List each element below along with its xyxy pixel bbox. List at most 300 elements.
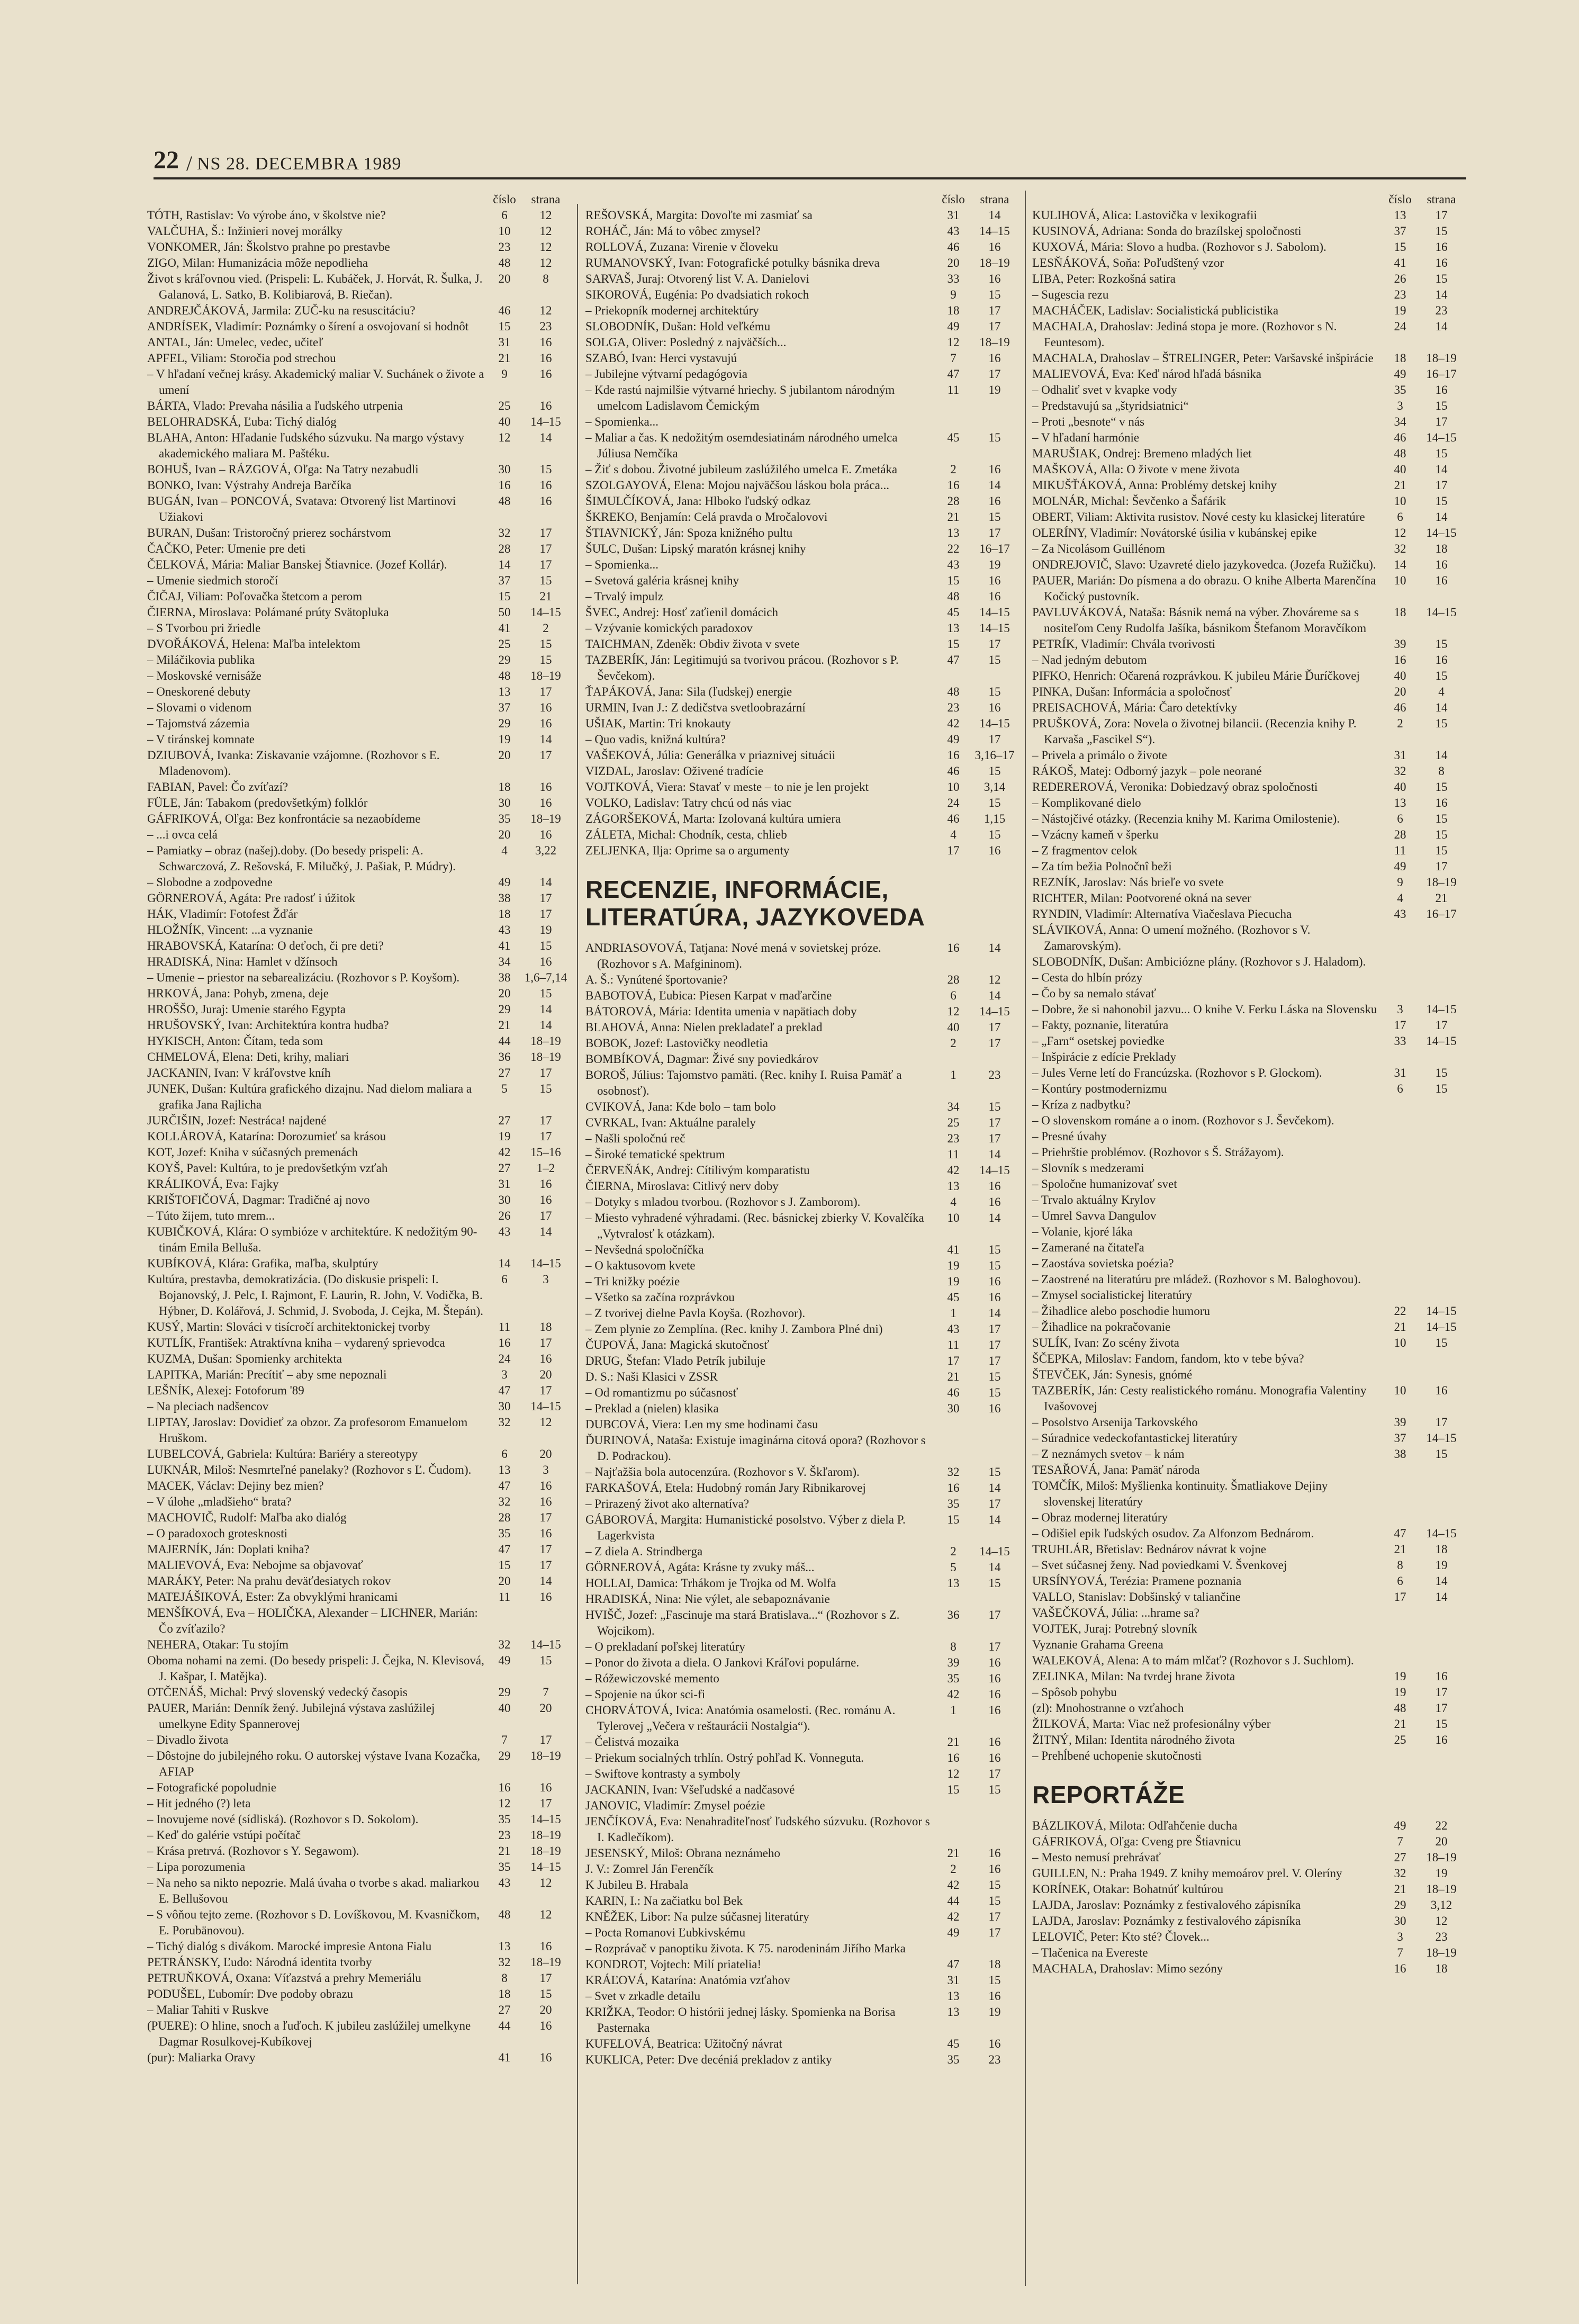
index-entry	[585, 1607, 1017, 1639]
page-number-ref: 17	[1435, 479, 1448, 492]
index-entry	[1032, 1415, 1464, 1430]
page-number-ref: 16	[539, 955, 552, 968]
page-number-ref: 16	[988, 1672, 1001, 1685]
issue-column-label: číslo	[1388, 193, 1412, 206]
page-number-ref: 15	[539, 637, 552, 651]
issue-number: 25	[947, 1116, 960, 1129]
entry-title: TAICHMAN, Zdeněk: Obdiv života v svete	[585, 637, 800, 651]
index-entry	[1032, 1866, 1464, 1881]
entry-title: – Posolstvo Arsenija Tarkovského	[1032, 1416, 1198, 1429]
entry-title: DVOŘÁKOVÁ, Helena: Maľba intelektom	[147, 637, 360, 651]
page-number-ref: 14–15	[530, 415, 561, 428]
index-entry	[585, 382, 1017, 414]
page-number-ref: 20	[539, 2003, 552, 2016]
page-number-ref: 15	[988, 510, 1001, 524]
issue-number: 6	[1397, 812, 1403, 825]
entry-title: ČIČAJ, Viliam: Poľovačka štetcom a perom	[147, 590, 363, 603]
entry-title: KUKLICA, Peter: Dve decéniá prekladov z antiky	[585, 2053, 832, 2066]
issue-number: 15	[498, 320, 511, 333]
issue-number: 49	[498, 1654, 511, 1667]
page-number-ref: 15	[988, 288, 1001, 301]
page-number-ref: 14–15	[1426, 526, 1457, 539]
entry-title: CVRKAL, Ivan: Aktuálne paralely	[585, 1116, 756, 1129]
entry-title: – Z diela A. Strindberga	[585, 1545, 703, 1558]
page-number-ref: 21	[1435, 891, 1448, 905]
index-entry	[147, 1954, 568, 1970]
page-number-ref: 14–15	[979, 1005, 1010, 1018]
issue-number: 20	[498, 749, 511, 762]
issue-number: 34	[1394, 415, 1406, 428]
index-entry	[1032, 319, 1464, 350]
entry-title: LEŠNÍK, Alexej: Fotoforum '89	[147, 1384, 304, 1397]
entry-title: – Žiť s dobou. Životné jubileum zaslúžilého umelca E. Zmetáka	[585, 463, 898, 476]
index-entry	[585, 1464, 1017, 1480]
index-entry	[585, 239, 1017, 255]
entry-title: A. Š.: Vynútené športovanie?	[585, 973, 728, 986]
issue-number: 4	[501, 844, 508, 857]
page-number-ref: 17	[539, 1971, 552, 1985]
issue-number: 21	[1394, 1882, 1406, 1896]
entry-title: REZNÍK, Jaroslav: Nás brieľe vo svete	[1032, 876, 1224, 889]
page-number-ref: 16	[988, 463, 1001, 476]
issue-number: 47	[498, 1479, 511, 1492]
entry-title: PINKA, Dušan: Informácia a spoločnosť	[1032, 685, 1232, 698]
page-number-ref: 17	[988, 304, 1001, 317]
index-entry	[147, 732, 568, 747]
index-entry	[1032, 1897, 1464, 1913]
page-number-ref: 16	[539, 828, 552, 841]
page-number-ref: 18–19	[530, 812, 561, 825]
page-number-ref: 15	[988, 1894, 1001, 1907]
entry-title: MATEJÁŠIKOVÁ, Ester: Za obvyklými hranicami	[147, 1590, 398, 1604]
entry-title: – Žihadlice na pokračovanie	[1032, 1320, 1171, 1334]
page-number-ref: 16–17	[1426, 367, 1457, 381]
issue-number: 4	[950, 828, 957, 841]
page-number-ref: 16	[988, 590, 1001, 603]
entry-title: – Lipa porozumenia	[147, 1860, 246, 1873]
index-entry	[585, 414, 1017, 430]
index-entry	[147, 239, 568, 255]
page-number-ref: 18–19	[1426, 1946, 1457, 1959]
page-number-ref: 18–19	[530, 1844, 561, 1858]
entry-title: KUTLÍK, František: Atraktívna kniha – vydarený sprievodca	[147, 1336, 445, 1349]
index-entry	[147, 335, 568, 350]
index-entry	[147, 1224, 568, 1256]
entry-title: BABOTOVÁ, Ľubica: Piesen Karpat v maďarčine	[585, 989, 832, 1002]
index-entry	[147, 1176, 568, 1192]
entry-title: – Dotyky s mladou tvorbou. (Rozhovor s J. Zamborom).	[585, 1195, 861, 1209]
page-number-ref: 14	[988, 1148, 1001, 1161]
page-number-ref: 14–15	[1426, 1527, 1457, 1540]
index-entry	[147, 1494, 568, 1510]
issue-number: 16	[498, 479, 511, 492]
issue-number: 49	[1394, 860, 1406, 873]
entry-title: ZELJENKA, Ilja: Oprime sa o argumenty	[585, 844, 790, 857]
entry-title: KUXOVÁ, Mária: Slovo a hudba. (Rozhovor s J. Sabolom).	[1032, 240, 1327, 254]
index-entry	[147, 398, 568, 414]
page-number-ref: 14	[988, 989, 1001, 1002]
entry-title: BLAHOVÁ, Anna: Nielen prekladateľ a preklad	[585, 1021, 823, 1034]
index-entry	[585, 1258, 1017, 1274]
entry-title: MACHOVIČ, Rudolf: Maľba ako dialóg	[147, 1511, 347, 1524]
index-entry	[1032, 668, 1464, 684]
issue-number: 21	[498, 1019, 511, 1032]
index-entry	[585, 1861, 1017, 1877]
page-number-ref: 19	[1435, 1559, 1448, 1572]
page-number-ref: 14	[539, 733, 552, 746]
page-number-ref: 15	[988, 1783, 1001, 1796]
entry-title: PAUER, Marián: Denník žený. Jubilejná výstava zaslúžilej umelkyne Edity Spannerovej	[147, 1701, 435, 1731]
issue-number: 26	[1394, 272, 1406, 285]
index-entry	[585, 1242, 1017, 1258]
index-entry	[1032, 541, 1464, 557]
index-entry	[1032, 922, 1464, 954]
index-entry	[585, 1401, 1017, 1417]
issue-number: 29	[498, 717, 511, 730]
entry-title: VAŠEKOVÁ, Júlia: Generálka v priaznivej situácii	[585, 749, 836, 762]
entry-title: KUZMA, Dušan: Spomienky architekta	[147, 1352, 342, 1365]
index-entry	[1032, 366, 1464, 382]
entry-title: (PUERE): O hline, snoch a ľuďoch. K jubileu zaslúžilej umelkyne Dagmar Rosulkovej-Kubíkovej	[147, 2019, 471, 2048]
index-entry	[147, 1113, 568, 1129]
entry-title: BOHUŠ, Ivan – RÁZGOVÁ, Oľga: Na Tatry nezabudli	[147, 463, 419, 476]
issue-number: 14	[1394, 558, 1406, 571]
page-number-ref: 16	[988, 1179, 1001, 1193]
index-entry	[1032, 462, 1464, 478]
issue-number: 29	[1394, 1898, 1406, 1912]
issue-number: 21	[498, 352, 511, 365]
entry-title: KRIŽKA, Teodor: O histórii jednej lásky. Spomienka na Borisa Pasternaka	[585, 2005, 896, 2034]
entry-title: – Zaostrené na literatúru pre mládež. (Rozhovor s M. Baloghovou).	[1032, 1273, 1361, 1286]
entry-title: – Inšpirácie z edície Preklady	[1032, 1050, 1177, 1064]
index-entry	[1032, 811, 1464, 827]
entry-title: – Hit jedného (?) leta	[147, 1797, 251, 1810]
page-number-ref: 18	[539, 1320, 552, 1334]
column-header	[147, 192, 568, 208]
page-number-ref: 17	[988, 367, 1001, 381]
entry-title: ŽILKOVÁ, Marta: Viac než profesionálny výber	[1032, 1717, 1271, 1731]
page-number-ref: 16	[539, 1479, 552, 1492]
page-number-ref: 18–19	[530, 1034, 561, 1048]
index-entry	[147, 208, 568, 223]
entry-title: Oboma nohami na zemi. (Do besedy prispeli: J. Čejka, N. Klevisová, J. Kašpar, I. Matějka).	[147, 1654, 484, 1683]
entry-title: ANDRÍSEK, Vladimír: Poznámky o šírení a osvojovaní si hodnôt	[147, 320, 469, 333]
index-entry	[1032, 763, 1464, 779]
page-number-ref: 18–19	[979, 256, 1010, 269]
index-entry	[1032, 287, 1464, 303]
entry-title: – Spomienka...	[585, 558, 658, 571]
entry-title: BOBOK, Jozef: Lastovičky neodletia	[585, 1037, 768, 1050]
page-number-ref: 16	[1435, 383, 1448, 397]
index-entry	[147, 1383, 568, 1399]
index-entry	[585, 557, 1017, 573]
index-entry	[585, 1051, 1017, 1067]
entry-title: – Zamerané na čitateľa	[1032, 1241, 1144, 1254]
issue-number: 48	[1394, 447, 1406, 460]
index-entry	[585, 1147, 1017, 1163]
issue-number: 19	[498, 1130, 511, 1143]
page-number-ref: 7	[543, 1686, 549, 1699]
entry-title: PREISACHOVÁ, Mária: Čaro detektívky	[1032, 701, 1238, 714]
page-number-ref: 15	[1435, 844, 1448, 857]
index-entry	[585, 1560, 1017, 1575]
index-entry	[1032, 493, 1464, 509]
index-entry	[585, 589, 1017, 605]
page-number-ref: 16	[988, 1735, 1001, 1749]
entry-title: TOMČÍK, Miloš: Myšlienka kontinuity. Šmatliakove Dejiny slovenskej literatúry	[1032, 1479, 1328, 1508]
page-number-ref: 16	[539, 1590, 552, 1604]
page-number-ref: 17	[988, 526, 1001, 539]
index-entry	[147, 1208, 568, 1224]
issue-number: 6	[1397, 1574, 1403, 1588]
issue-number: 2	[1397, 717, 1403, 730]
index-entry	[585, 208, 1017, 223]
entry-title: – Swiftove kontrasty a symboly	[585, 1767, 741, 1780]
page-number-ref: 14	[539, 1003, 552, 1016]
entry-title: – Zmysel socialistickej literatúry	[1032, 1289, 1193, 1302]
page-number-ref: 17	[988, 1037, 1001, 1050]
index-entry	[585, 1417, 1017, 1433]
page-number-ref: 17	[988, 1608, 1001, 1622]
page-number-ref: 20	[539, 1447, 552, 1461]
issue-number: 6	[501, 1447, 508, 1461]
issue-number: 48	[947, 685, 960, 698]
issue-number: 3	[1397, 1930, 1403, 1943]
page-number-ref: 15	[1435, 669, 1448, 682]
issue-number: 13	[947, 1179, 960, 1193]
issue-number: 36	[947, 1608, 960, 1622]
index-entry	[147, 1685, 568, 1700]
page-number-ref: 15	[988, 1465, 1001, 1479]
entry-title: LAJDA, Jaroslav: Poznámky z festivalového zápisníka	[1032, 1914, 1301, 1927]
index-entry	[1032, 398, 1464, 414]
page-number-ref: 17	[539, 1114, 552, 1127]
entry-title: BÁZLIKOVÁ, Milota: Odľahčenie ducha	[1032, 1819, 1238, 1832]
index-entry	[1032, 1240, 1464, 1256]
entry-title: – Nevšedná spoločníčka	[585, 1243, 704, 1256]
index-entry	[585, 462, 1017, 478]
page-number-ref: 14–15	[979, 1164, 1010, 1177]
index-entry	[585, 763, 1017, 779]
issue-number: 49	[498, 876, 511, 889]
page-number-ref: 16	[539, 780, 552, 794]
entry-title: CHORVÁTOVÁ, Ivica: Anatómia osamelosti. (Rec. románu A. Tylerovej „Večera v reštaurácii Nostalgia“).	[585, 1704, 896, 1733]
index-entry	[585, 1877, 1017, 1893]
issue-number: 32	[1394, 542, 1406, 555]
entry-title: OTČENÁŠ, Michal: Prvý slovenský vedecký časopis	[147, 1686, 408, 1699]
page-number-ref: 15	[988, 431, 1001, 444]
index-entry	[585, 1099, 1017, 1115]
issue-number: 19	[947, 1259, 960, 1272]
issue-number: 45	[947, 2037, 960, 2050]
issue-number: 20	[498, 272, 511, 285]
index-entry	[585, 1845, 1017, 1861]
index-entry	[147, 1843, 568, 1859]
page-number-ref: 18–19	[530, 1956, 561, 1969]
issue-number: 40	[498, 415, 511, 428]
page-number-ref: 2	[543, 621, 549, 635]
entry-title: VOJTEK, Juraj: Potrebný slovník	[1032, 1622, 1197, 1635]
entry-title: – Vzývanie komických paradoxov	[585, 621, 753, 635]
page-number-ref: 17	[539, 526, 552, 539]
index-entry	[147, 2002, 568, 2018]
page-number-ref: 20	[1435, 1835, 1448, 1848]
issue-number: 35	[498, 1527, 511, 1540]
entry-title: – Presné úvahy	[1032, 1130, 1107, 1143]
issue-number: 27	[1394, 1851, 1406, 1864]
entry-title: MAJERNÍK, Ján: Doplati kniha?	[147, 1543, 310, 1556]
index-entry	[147, 350, 568, 366]
issue-number: 9	[501, 367, 508, 381]
page-number-ref: 15	[988, 1100, 1001, 1113]
index-entry	[147, 1462, 568, 1478]
entry-title: KRÁĽOVÁ, Katarína: Anatómia vzťahov	[585, 1974, 790, 1987]
issue-number: 10	[947, 780, 960, 794]
entry-title: – Slovník s medzerami	[1032, 1161, 1144, 1175]
page-number-ref: 12	[539, 1876, 552, 1889]
index-entry	[1032, 1256, 1464, 1272]
entry-title: RICHTER, Milan: Pootvorené okná na sever	[1032, 891, 1251, 905]
issue-number: 30	[498, 796, 511, 809]
entry-title: – Odhaliť svet v kvapke vody	[1032, 383, 1177, 397]
index-entry	[1032, 1685, 1464, 1700]
entry-title: – Quo vadis, knižná kultúra?	[585, 733, 726, 746]
index-entry	[1032, 1287, 1464, 1303]
issue-number: 25	[498, 637, 511, 651]
page-number-ref: 12	[539, 304, 552, 317]
issue-number: 9	[950, 288, 957, 301]
index-entry	[1032, 700, 1464, 716]
section-heading: REPORTÁŽE	[1032, 1781, 1185, 1808]
entry-title: KUBIČKOVÁ, Klára: O symbióze v architektúre. K nedožitým 90-tinám Emila Belluša.	[147, 1225, 477, 1254]
page-number-ref: 15	[988, 1386, 1001, 1399]
entry-title: NEHERA, Otakar: Tu stojím	[147, 1638, 289, 1651]
index-entry	[585, 1290, 1017, 1305]
issue-number: 42	[498, 1146, 511, 1159]
entry-title: ANTAL, Ján: Umelec, vedec, učiteľ	[147, 336, 323, 349]
page-number-ref: 14	[988, 1307, 1001, 1320]
issue-number: 47	[947, 1958, 960, 1971]
index-entry	[585, 255, 1017, 271]
issue-number: 41	[498, 621, 511, 635]
index-entry	[1032, 509, 1464, 525]
issue-number: 32	[1394, 764, 1406, 778]
issue-number: 23	[947, 1132, 960, 1145]
issue-number: 12	[1394, 526, 1406, 539]
issue-number: 17	[1394, 1019, 1406, 1032]
entry-title: BOMBÍKOVÁ, Dagmar: Živé sny poviedkárov	[585, 1052, 819, 1066]
index-entry	[1032, 1145, 1464, 1160]
issue-number: 13	[947, 1989, 960, 2003]
index-entry	[1032, 1637, 1464, 1653]
entry-title: – Čelistvá mozaika	[585, 1735, 679, 1749]
index-entry	[1032, 1542, 1464, 1557]
entry-title: PAUER, Marián: Do písmena a do obrazu. O knihe Alberta Marenčína Kočický pustovník.	[1032, 574, 1376, 603]
issue-number: 22	[1394, 1304, 1406, 1318]
entry-title: LUKNÁR, Miloš: Nesmrteľné panelaky? (Rozhovor s Ľ. Čudom).	[147, 1463, 472, 1476]
index-entry	[147, 541, 568, 557]
page-number-ref: 16	[988, 1862, 1001, 1876]
entry-title: URSÍNYOVÁ, Terézia: Pramene poznania	[1032, 1574, 1242, 1588]
index-entry	[585, 716, 1017, 732]
index-entry	[1032, 1081, 1464, 1097]
page-number-ref: 15	[539, 653, 552, 666]
entry-title: REŠOVSKÁ, Margita: Dovoľte mi zasmiať sa	[585, 209, 813, 222]
index-entry	[1032, 906, 1464, 922]
entry-title: ČUPOVÁ, Jana: Magická skutočnosť	[585, 1338, 770, 1352]
issue-number: 11	[1394, 844, 1406, 857]
entry-title: HROŠŠO, Juraj: Umenie starého Egypta	[147, 1003, 346, 1016]
index-entry	[585, 1703, 1017, 1734]
issue-number: 8	[950, 1640, 957, 1653]
issue-number: 10	[1394, 494, 1406, 508]
issue-number: 48	[498, 256, 511, 269]
entry-title: – Zem plynie zo Zemplína. (Rec. knihy J. Zambora Plné dni)	[585, 1322, 883, 1336]
page-number-ref: 15	[1435, 637, 1448, 651]
index-entry	[585, 2052, 1017, 2068]
issue-number: 18	[1394, 606, 1406, 619]
entry-title: – Oneskorené debuty	[147, 685, 251, 698]
entry-title: – Divadlo života	[147, 1733, 229, 1746]
entry-title: HVIŠČ, Jozef: „Fascinuje ma stará Bratislava...“ (Rozhovor s Z. Wojcikom).	[585, 1608, 900, 1637]
page-number-ref: 17	[988, 1926, 1001, 1939]
issue-number: 49	[947, 733, 960, 746]
index-entry	[1032, 875, 1464, 890]
index-entry	[1032, 1097, 1464, 1113]
page-number-ref: 17	[539, 891, 552, 905]
entry-title: VOLKO, Ladislav: Tatry chcú od nás viac	[585, 796, 792, 809]
page-number-ref: 14–15	[530, 1813, 561, 1826]
page-number-ref: 16	[539, 1527, 552, 1540]
issue-number: 49	[1394, 1819, 1406, 1832]
index-entry	[147, 1351, 568, 1367]
entry-title: MARUŠIAK, Ondrej: Bremeno mladých liet	[1032, 447, 1252, 460]
page-number-ref: 14–15	[530, 1257, 561, 1270]
page-number-ref: 15	[988, 796, 1001, 809]
index-entry	[147, 1272, 568, 1319]
issue-number: 14	[498, 1257, 511, 1270]
index-entry	[147, 462, 568, 478]
entry-title: – Z fragmentov celok	[1032, 844, 1138, 857]
page-number-ref: 16	[988, 1195, 1001, 1209]
page-number-ref: 15	[539, 939, 552, 952]
entry-title: PETRUŇKOVÁ, Oxana: Víťazstvá a prehry Memeriálu	[147, 1971, 421, 1985]
index-entry	[1032, 1732, 1464, 1748]
index-entry	[147, 1256, 568, 1272]
index-entry	[147, 954, 568, 970]
index-entry	[585, 1957, 1017, 1972]
index-entry	[1032, 859, 1464, 875]
index-entry	[585, 1305, 1017, 1321]
index-entry	[1032, 1929, 1464, 1945]
entry-title: K Jubileu B. Hrabala	[585, 1878, 689, 1891]
issue-number: 7	[950, 352, 957, 365]
issue-number: 47	[498, 1543, 511, 1556]
entry-title: JURČIŠIN, Jozef: Nestráca! najdené	[147, 1114, 327, 1127]
page-number-ref: 16	[988, 1846, 1001, 1860]
issue-number: 15	[947, 1513, 960, 1526]
index-entry	[1032, 1573, 1464, 1589]
index-entry	[1032, 430, 1464, 446]
index-entry	[147, 589, 568, 605]
entry-title: HRADISKÁ, Nina: Nie výlet, ale sebapoznávanie	[585, 1592, 830, 1606]
index-entry	[147, 303, 568, 319]
entry-title: GUILLEN, N.: Praha 1949. Z knihy memoárov prel. V. Oleríny	[1032, 1867, 1342, 1880]
index-entry	[147, 716, 568, 732]
issue-number: 20	[498, 828, 511, 841]
entry-title: – V úlohe „mladšieho“ brata?	[147, 1495, 292, 1508]
entry-title: – Inovujeme nové (sídliská). (Rozhovor s D. Sokolom).	[147, 1813, 419, 1826]
